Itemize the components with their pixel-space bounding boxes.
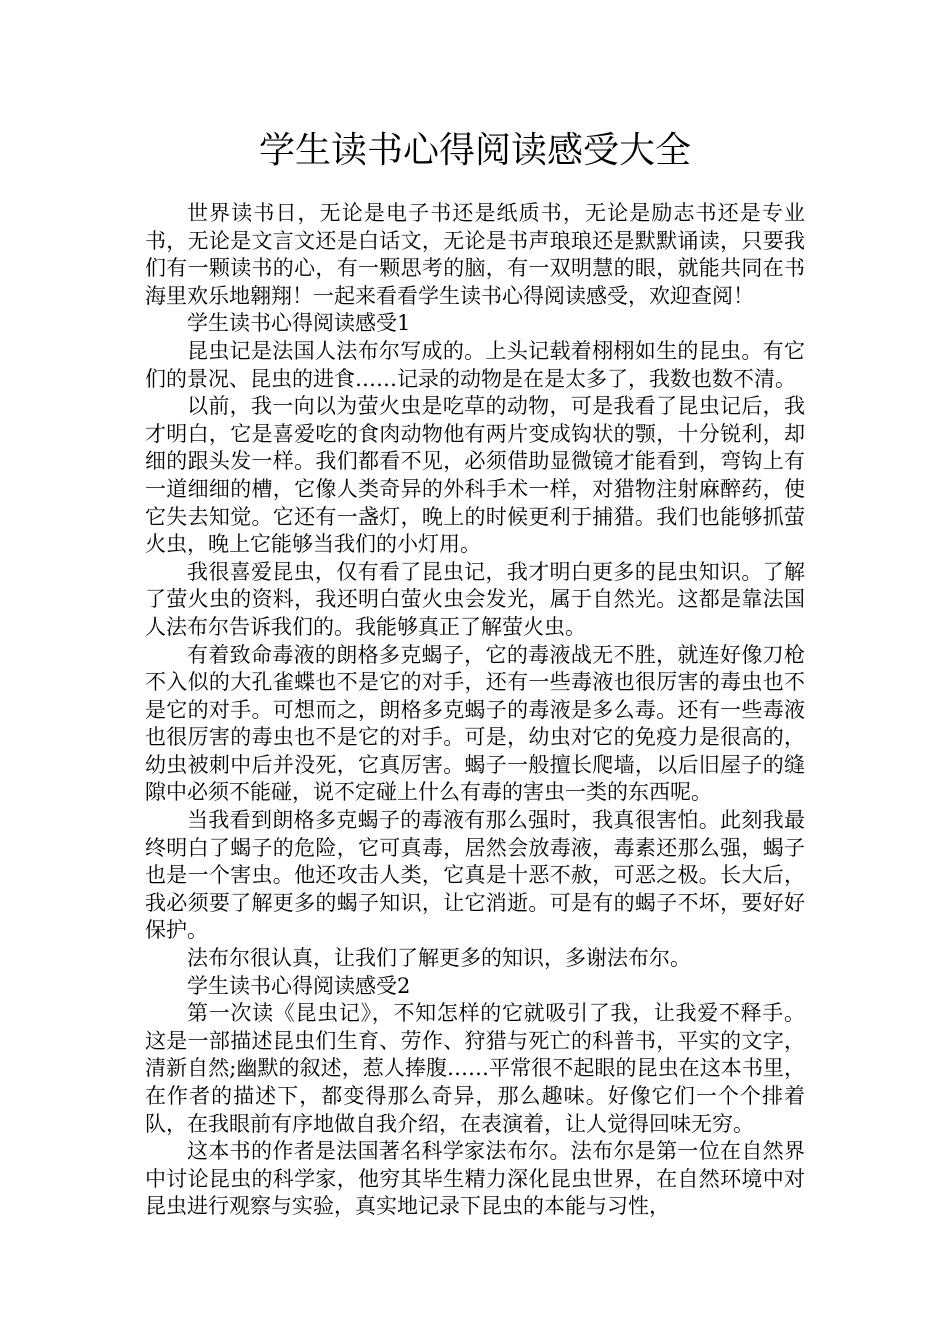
paragraph: 有着致命毒液的朗格多克蝎子，它的毒液战无不胜，就连好像刀枪不入似的大孔雀蝶也不是它的对手，还有一些毒液也很厉害的毒虫也不是它的对手。可想而之，朗格多克蝎子的毒液是多么毒。还有一些毒液也很厉害的毒虫也不是它的对手。可是，幼虫对它的免疫力是很高的，幼虫被刺中后并没死，它真厉害。蝎子一般擅长爬墙，以后旧屋子的缝隙中必须不能碰，说不定碰上什么有毒的害虫一类的东西呢。 (145, 642, 805, 805)
paragraph: 我很喜爱昆虫，仅有看了昆虫记，我才明白更多的昆虫知识。了解了萤火虫的资料，我还明白萤火虫会发光，属于自然光。这都是靠法国人法布尔告诉我们的。我能够真正了解萤火虫。 (145, 559, 805, 639)
paragraph: 以前，我一向以为萤火虫是吃草的动物，可是我看了昆虫记后，我才明白，它是喜爱吃的食肉动物他有两片变成钩状的颚，十分锐利，却细的跟头发一样。我们都看不见，必须借助显微镜才能看到，弯钩上有一道细细的槽，它像人类奇异的外科手术一样，对猎物注射麻醉药，使它失去知觉。它还有一盏灯，晚上的时候更利于捕猎。我们也能够抓萤火虫，晚上它能够当我们的小灯用。 (145, 394, 805, 557)
paragraph: 第一次读《昆虫记》，不知怎样的它就吸引了我，让我爱不释手。这是一部描述昆虫们生育、劳作、狩猎与死亡的科普书，平实的文字，清新自然;幽默的叙述，惹人捧腹……平常很不起眼的昆虫在这本书里，在作者的描述下，都变得那么奇异，那么趣味。好像它们一个个排着队，在我眼前有序地做自我介绍，在表演着，让人觉得回味无穷。 (145, 1001, 805, 1136)
section-heading-2: 学生读书心得阅读感受2 (187, 973, 411, 998)
paragraph: 昆虫记是法国人法布尔写成的。上头记载着栩栩如生的昆虫。有它们的景况、昆虫的进食……记录的动物是在是太多了，我数也数不清。 (145, 338, 805, 391)
document-title: 学生读书心得阅读感受大全 (258, 130, 691, 171)
paragraph: 当我看到朗格多克蝎子的毒液有那么强时，我真很害怕。此刻我最终明白了蝎子的危险，它可真毒，居然会放毒液，毒素还那么强，蝎子也是一个害虫。他还攻击人类，它真是十恶不赦，可恶之极。长大后，我必须要了解更多的蝎子知识，让它消逝。可是有的蝎子不坏，要好好保护。 (145, 808, 805, 943)
paragraph: 这本书的作者是法国著名科学家法布尔。法布尔是第一位在自然界中讨论昆虫的科学家，他穷其毕生精力深化昆虫世界，在自然环境中对昆虫进行观察与实验，真实地记录下昆虫的本能与习性， (145, 1139, 805, 1219)
paragraph-intro: 世界读书日，无论是电子书还是纸质书，无论是励志书还是专业书，无论是文言文还是白话文，无论是书声琅琅还是默默诵读，只要我们有一颗读书的心，有一颗思考的脑，有一双明慧的眼，就能共同在书海里欢乐地翱翔！一起来看看学生读书心得阅读感受，欢迎查阅！ (145, 201, 805, 308)
document-body (145, 200, 805, 1221)
section-heading-1: 学生读书心得阅读感受1 (187, 311, 411, 336)
paragraph: 法布尔很认真，让我们了解更多的知识，多谢法布尔。 (187, 946, 691, 971)
